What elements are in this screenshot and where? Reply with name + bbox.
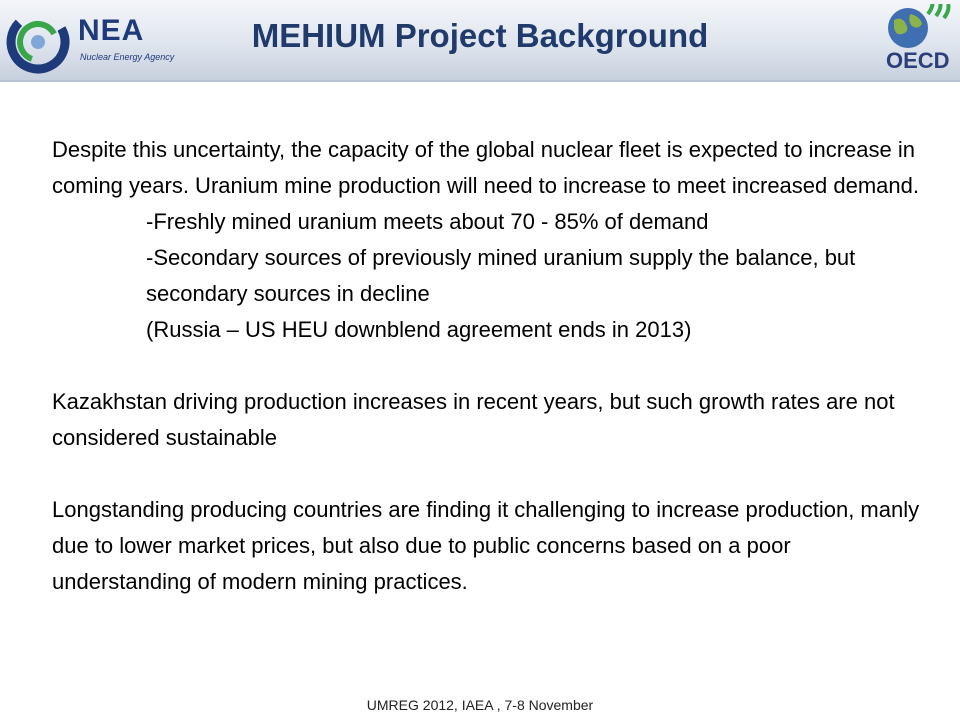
paragraph-longstanding-producers: Longstanding producing countries are finding it challenging to increase production, manly due to lower market prices, but also due to public concerns based on a poor understanding of modern mining practices.	[52, 497, 920, 594]
nea-logo-subtitle: Nuclear Energy Agency	[80, 52, 175, 62]
paragraph-fleet-capacity: Despite this uncertainty, the capacity of the global nuclear fleet is expected to increase in coming years. Uranium mine production will need to increase to meet increased demand.	[52, 137, 919, 198]
bullet-russia-us-heu: (Russia – US HEU downblend agreement ends in 2013)	[146, 317, 692, 342]
footer-text: UMREG 2012, IAEA , 7-8 November	[366, 697, 594, 713]
slide-body	[52, 132, 922, 600]
paragraph-kazakhstan: Kazakhstan driving production increases in recent years, but such growth rates are not considered sustainable	[52, 389, 895, 450]
nea-logo-name: NEA	[78, 14, 145, 47]
spacer	[52, 456, 922, 492]
bullet-freshly-mined: -Freshly mined uranium meets about 70 - 85% of demand	[146, 209, 709, 234]
header-divider	[0, 80, 960, 82]
spacer	[52, 348, 922, 384]
bullet-secondary-sources: -Secondary sources of previously mined uranium supply the balance, but secondary sources in decline	[146, 245, 856, 306]
page-title: MEHIUM Project Background	[251, 17, 709, 54]
oecd-logo-name: OECD	[886, 48, 950, 73]
